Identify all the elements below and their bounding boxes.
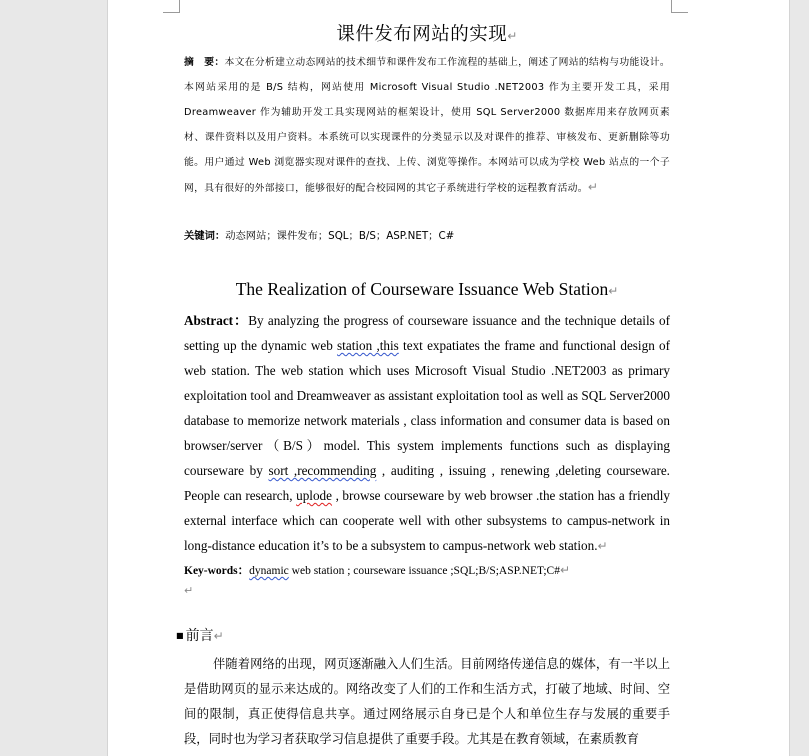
paragraph-mark: ↵ <box>559 563 571 577</box>
paragraph-mark: ↵ <box>507 29 518 43</box>
chinese-abstract[interactable] <box>184 50 670 201</box>
chinese-keywords-text: 动态网站；课件发布；SQL；B/S；ASP.NET；C# <box>225 230 455 242</box>
crop-mark-top-left <box>163 0 180 13</box>
chinese-keywords[interactable] <box>184 225 670 247</box>
english-keywords[interactable]: Key-words：dynamic web station ; courseware issuance ;SQL;B/S;ASP.NET;C#↵ <box>184 563 571 577</box>
chinese-title[interactable]: 课件发布网站的实现↵ <box>336 24 518 45</box>
crop-mark-top-right <box>671 0 688 13</box>
paragraph-mark: ↵ <box>213 629 224 643</box>
document-page[interactable] <box>108 0 789 756</box>
preface-heading[interactable]: ■ 前言↵ <box>176 628 224 644</box>
preface-body[interactable]: 伴随着网络的出现，网页逐渐融入人们生活。目前网络传递信息的媒体，有一半以上是借助网页的显示来达成的。网络改变了人们的工作和生活方式，打破了地域、时间、空间的限制，真正使得信息共享。通过网络展示自身已是个人和单位生存与发展的重要手段，同时也为学习者获取学习信息提供了重要手段。尤其是在教育领域，在素质教育 <box>184 657 670 746</box>
english-abstract[interactable]: Abstract：By analyzing the progress of courseware issuance and the technique details of setting up the dynamic web station ,this text expatiates the frame and functional design of web station. The web station which uses Microsoft Visual Studio .NET2003 as primary exploitation tool and Dreamweaver as assistant exploitation tool as well as SQL Server2000 database to memorize network materials , class information and consumer data is based on browser/server（B/S）model. This system implements functions such as displaying courseware by sort ,recommending , auditing , issuing , renewing ,deleting courseware. People can research, uplode , browse courseware by web browser .the station has a friendly external interface which can cooperate well with other subsystems to campus-network in long-distance education it’s to be a subsystem to campus-network web station.↵ <box>184 313 671 553</box>
chinese-abstract-text: 本文在分析建立动态网站的技术细节和课件发布工作流程的基础上，阐述了网站的结构与功能设计。本网站采用的是 B/S 结构，网站使用 Microsoft Visual Studio .NET2003 作为主要开发工具，采用 Dreamweaver 作为辅助开发工具实现网站的框架设计，使用 SQL Server2000 数据库用来存放网页素材、课件资料以及用户资料。本系统可以实现课件的分类显示以及对课件的推荐、审核发布、更新删除等功能。用户通过 Web 浏览器实现对课件的查找、上传、浏览等操作。本网站可以成为学校 Web 站点的一个子网，具有很好的外部接口，能够很好的配合校园网的其它子系统进行学校的远程教育活动。 <box>184 57 671 194</box>
grammar-flag[interactable]: sort ,recommending <box>268 463 377 478</box>
heading-bullet-icon: ■ <box>176 631 184 640</box>
paragraph-mark: ↵ <box>608 284 619 298</box>
chinese-abstract-label: 摘 要： <box>184 57 225 68</box>
chinese-keywords-label: 关键词： <box>184 230 226 242</box>
english-keywords-label: Key-words： <box>184 565 250 577</box>
grammar-flag[interactable]: dynamic <box>249 565 289 577</box>
spelling-flag[interactable]: uplode <box>296 488 333 503</box>
paragraph-mark: ↵ <box>597 539 608 553</box>
grammar-flag[interactable]: station ,this <box>337 338 399 353</box>
empty-paragraph-mark[interactable]: ↵ <box>184 584 194 597</box>
english-title[interactable]: The Realization of Courseware Issuance Web Station↵ <box>235 279 619 299</box>
paragraph-mark: ↵ <box>587 180 599 194</box>
english-abstract-label: Abstract： <box>184 313 249 328</box>
